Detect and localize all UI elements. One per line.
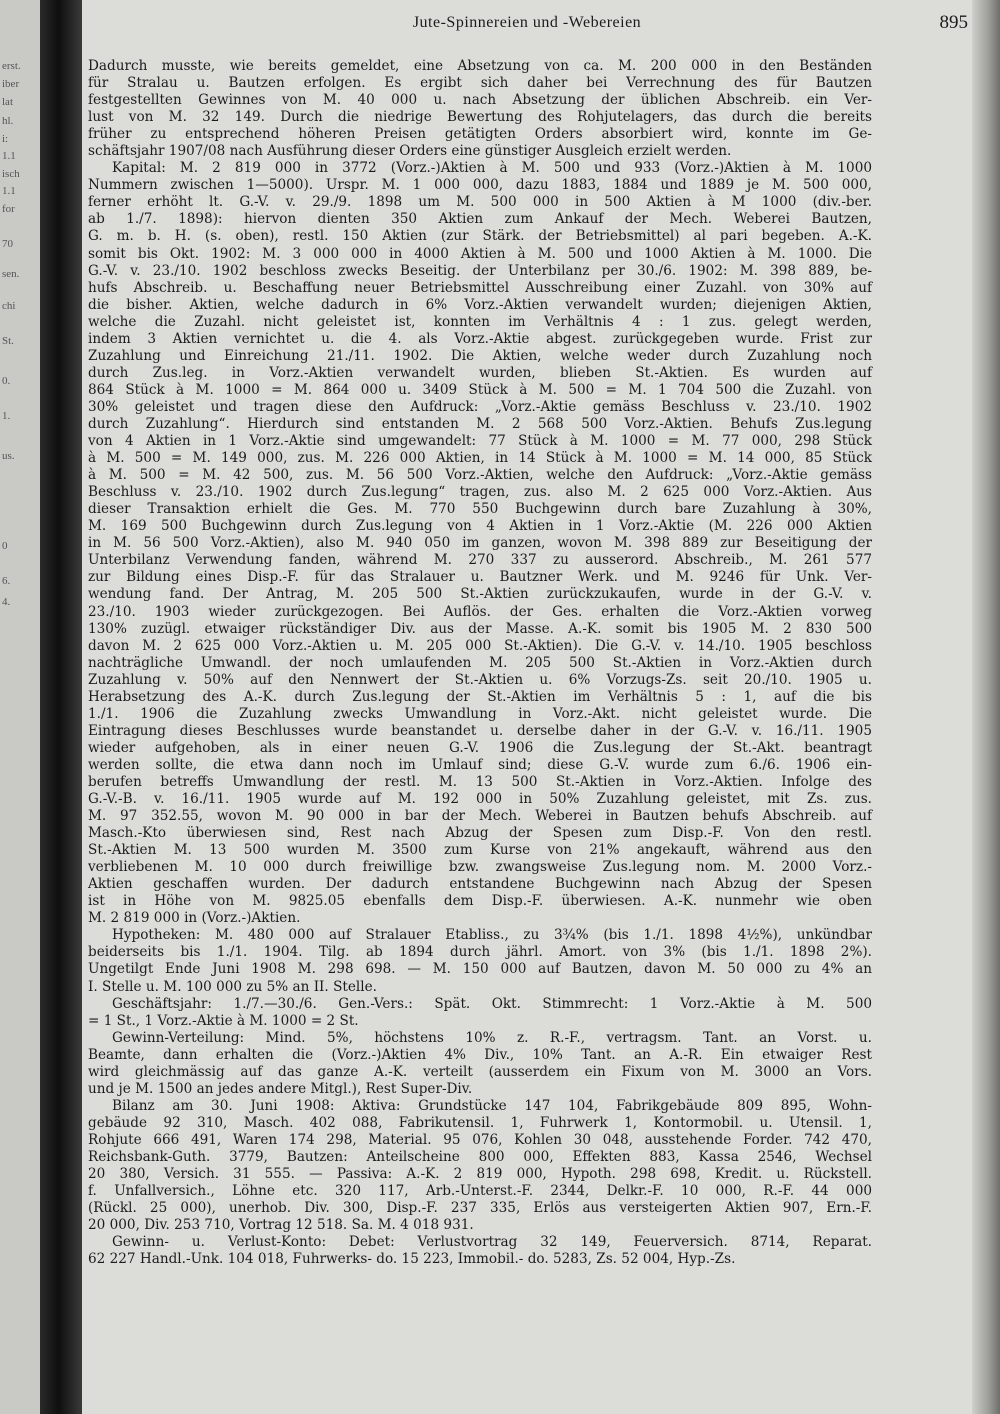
text-line: G.-V.-B. v. 16./11. 1905 wurde auf M. 192 000 in 50% Zuzahlung geleistet, mit Zs. zus. <box>88 791 872 808</box>
page-body-text <box>88 58 872 1268</box>
margin-fragment: i: <box>2 133 9 145</box>
margin-fragment: 1. <box>2 410 11 422</box>
text-line: Beschluss v. 23./10. 1902 durch Zus.legung“ tragen, zus. also M. 2 625 000 Vorz.-Aktien. Aus <box>88 484 872 501</box>
text-line: f. Unfallversich., Löhne etc. 320 117, Arb.-Unterst.-F. 2344, Delkr.-F. 10 000, R.-F. 44 000 <box>88 1183 872 1200</box>
text-line: festgestellten Gewinnes von M. 40 000 u. nach Absetzung der üblichen Abschreib. ein Ver- <box>88 92 872 109</box>
margin-fragment: chi <box>2 300 16 312</box>
margin-fragment: for <box>2 203 15 215</box>
text-line: G. m. b. H. (s. oben), restl. 150 Aktien (zur Stärk. der Betriebsmittel) al pari begeben. A.-K. <box>88 228 872 245</box>
page-number: 895 <box>939 12 968 33</box>
text-line: Hypotheken: M. 480 000 auf Stralauer Etabliss., zu 3¾% (bis 1./1. 1898 4½%), unkündbar <box>112 927 872 944</box>
book-page <box>82 0 972 1414</box>
text-line: indem 3 Aktien vernichtet u. die 4. als Vorz.-Aktie abgest. zurückgegeben wurde. Frist zur <box>88 330 872 347</box>
text-line: Dadurch musste, wie bereits gemeldet, eine Absetzung von ca. M. 200 000 in den Beständen <box>88 58 872 74</box>
text-line: à M. 500 = M. 149 000, zus. M. 226 000 Aktien, in 14 Stück à M. 1000 = M. 14 000, 85 Stück <box>88 450 872 467</box>
margin-fragment: lat <box>2 96 13 108</box>
text-line: 23./10. 1903 wieder zurückgezogen. Bei Auflös. der Ges. erhalten die Vorz.-Aktien vorweg <box>88 603 872 620</box>
margin-fragment: 0. <box>2 375 11 387</box>
margin-fragment: isch <box>2 168 20 180</box>
text-line: 20 000, Div. 253 710, Vortrag 12 518. Sa. M. 4 018 931. <box>88 1217 474 1234</box>
text-line: somit bis Okt. 1902: M. 3 000 000 in 4000 Aktien à M. 500 und 1000 Aktien à M. 1000. Die <box>88 245 872 262</box>
text-line: (Rückl. 25 000), unerhob. Div. 300, Disp.-F. 237 335, Erlös aus versteigerten Aktien 907, Ern.-F. <box>88 1200 872 1217</box>
text-line: M. 2 819 000 in (Vorz.-)Aktien. <box>88 910 301 927</box>
text-line: 20 380, Versich. 31 555. — Passiva: A.-K. 2 819 000, Hypoth. 298 698, Kredit. u. Rückstell. <box>88 1166 872 1183</box>
text-line: welche die Zuzahl. nicht geleistet ist, konnten im Verhältnis 4 : 1 zus. gelegt werden, <box>88 313 872 330</box>
text-line: Reichsbank-Guth. 3779, Bautzen: Anteilscheine 800 000, Effekten 883, Kassa 2546, Wechsel <box>88 1149 872 1165</box>
text-line: nachträgliche Umwandl. der noch umlaufenden M. 205 500 St.-Aktien in Vorz.-Aktien durch <box>88 654 872 671</box>
text-line: G.-V. v. 23./10. 1902 beschloss zwecks Beseitig. der Unterbilanz per 30./6. 1902: M. 398 889, be- <box>88 262 872 279</box>
text-line: Gewinn-Verteilung: Mind. 5%, höchstens 10% z. R.-F., vertragsm. Tant. an Vorst. u. <box>112 1029 872 1046</box>
text-line: 30% geleistet und tragen diese den Aufdruck: „Vorz.-Aktie gemäss Beschluss v. 23./10. 1902 <box>88 398 872 415</box>
text-line: Herabsetzung des A.-K. durch Zus.legung der St.-Aktien im Verhältnis 5 : 1, auf die bis <box>88 688 872 705</box>
text-line: Kapital: M. 2 819 000 in 3772 (Vorz.-)Aktien à M. 500 und 933 (Vorz.-)Aktien à M. 1000 <box>112 160 872 177</box>
text-line: von 4 Aktien in 1 Vorz.-Aktie sind umgewandelt: 77 Stück à M. 1000 = M. 77 000, 298 Stück <box>88 433 872 450</box>
text-line: Eintragung dieses Beschlusses wurde beanstandet u. derselbe daher in der G.-V. v. 16./11. 1905 <box>88 722 872 739</box>
margin-fragment: us. <box>2 450 15 462</box>
margin-fragment: hl. <box>2 115 14 127</box>
text-line: M. 97 352.55, wovon M. 90 000 in bar der Mech. Weberei in Bautzen behufs Abschreib. auf <box>88 808 872 825</box>
margin-fragment: 1.1 <box>2 150 16 162</box>
text-line: beiderseits bis 1./1. 1904. Tilg. ab 1894 durch jährl. Amort. von 3% (bis 1./1. 1898 2%). <box>88 944 872 961</box>
margin-fragment: St. <box>2 335 14 347</box>
text-line: 130% zuzügl. etwaiger rückständiger Div. aus der Masse. A.-K. somit bis 1905 M. 2 830 500 <box>88 620 872 637</box>
right-page-edge <box>972 0 1000 1414</box>
text-line: in M. 56 500 Vorz.-Aktien), also M. 940 050 im ganzen, wovon M. 398 889 zur Beseitigung der <box>88 535 872 552</box>
text-line: hufs Abschreib. u. Beschaffung neuer Betriebsmittel Ausschreibung einer Zuzahl. von 30% auf <box>88 279 872 296</box>
margin-fragment: 6. <box>2 575 11 587</box>
text-line: I. Stelle u. M. 100 000 zu 5% an II. Stelle. <box>88 978 377 995</box>
text-line: Aktien geschaffen wurden. Der dadurch entstandene Buchgewinn nach Abzug der Spesen <box>88 876 872 893</box>
text-line: gebäude 92 310, Masch. 402 088, Fabrikutensil. 1, Fuhrwerk 1, Kontormobil. u. Utensil. 1, <box>88 1114 872 1131</box>
text-line: und je M. 1500 an jedes andere Mitgl.), Rest Super-Div. <box>88 1080 473 1097</box>
margin-fragment: erst. <box>2 60 21 72</box>
text-line: Zuzahlung und Einreichung 21./11. 1902. Die Aktien, welche weder durch Zuzahlung noch <box>88 347 872 364</box>
running-title: Jute-Spinnereien und -Webereien <box>412 14 642 31</box>
text-line: 864 Stück à M. 1000 = M. 864 000 u. 3409 Stück à M. 500 = M. 1 704 500 die Zuzahl. von <box>88 381 872 398</box>
text-line: ab 1./7. 1898): hiervon dienten 350 Aktien zum Ankauf der Mech. Weberei Bautzen, <box>88 211 872 228</box>
margin-fragment: 0 <box>2 540 8 552</box>
text-line: werden sollte, die etwa dann noch im Umlauf sind; diese G.-V. wurde zum 6./6. 1906 ein- <box>88 756 872 773</box>
text-line: schäftsjahr 1907/08 nach Ausführung dieser Orders eine günstiger Ausgleich erzielt werden. <box>88 143 732 160</box>
text-line: Bilanz am 30. Juni 1908: Aktiva: Grundstücke 147 104, Fabrikgebäude 809 895, Wohn- <box>112 1097 872 1114</box>
text-line: Ungetilgt Ende Juni 1908 M. 298 698. — M. 150 000 auf Bautzen, davon M. 50 000 zu 4% an <box>88 961 872 978</box>
text-line: Gewinn- u. Verlust-Konto: Debet: Verlustvortrag 32 149, Feuerversich. 8714, Reparat. <box>112 1234 872 1251</box>
text-line: ferner erhöht lt. G.-V. v. 29./9. 1898 um M. 500 000 in 500 Aktien à M 1000 (div.-ber. <box>88 194 872 211</box>
left-margin-previous-page <box>0 0 40 1414</box>
text-line: 1./1. 1906 die Zuzahlung zwecks Umwandlung in Vorz.-Akt. nicht geleistet wurde. Die <box>88 705 872 722</box>
text-line: = 1 St., 1 Vorz.-Aktie à M. 1000 = 2 St. <box>88 1012 359 1029</box>
margin-fragment: iber <box>2 78 20 90</box>
text-line: Beamte, dann erhalten die (Vorz.-)Aktien 4% Div., 10% Tant. an A.-R. Ein etwaiger Rest <box>88 1046 872 1063</box>
text-line: lust von M. 32 149. Durch die niedrige Bewertung des Rohjutelagers, das durch die bereits <box>88 109 872 126</box>
text-line: Unterbilanz Verwendung fanden, während M. 270 337 zu ausserord. Abschreib., M. 261 577 <box>88 552 872 569</box>
text-line: M. 169 500 Buchgewinn durch Zus.legung von 4 Aktien in 1 Vorz.-Aktie (M. 226 000 Aktien <box>88 518 872 535</box>
text-line: durch Zuzahlung“. Hierdurch sind entstanden M. 2 568 500 Vorz.-Aktien. Behufs Zus.legung <box>88 415 872 432</box>
text-line: Zuzahlung v. 50% auf den Nennwert der St.-Aktien u. 6% Vorzugs-Zs. seit 20./10. 1905 u. <box>88 671 872 688</box>
text-line: durch Zus.leg. in Vorz.-Aktien verwandelt wurden, blieben St.-Aktien. Es wurden auf <box>88 364 872 381</box>
text-line: Rohjute 666 491, Waren 174 298, Material. 95 076, Kohlen 30 048, ausstehende Forder. 742 470, <box>88 1131 872 1148</box>
text-line: Nummern zwischen 1—5000). Urspr. M. 1 000 000, dazu 1883, 1884 und 1889 je M. 500 000, <box>88 177 872 194</box>
margin-fragment: 1.1 <box>2 185 16 197</box>
text-line: die bisher. Aktien, welche dadurch in 6% Vorz.-Aktien verwandelt wurden; diejenigen Aktien, <box>88 296 872 313</box>
text-line: wird gleichmässig auf das ganze A.-K. verteilt (ausserdem ein Fixum von M. 3000 an Vors. <box>88 1063 872 1080</box>
text-line: für Stralau u. Bautzen erfolgen. Es ergibt sich daher bei Verrechnung des für Bautzen <box>88 75 872 92</box>
text-line: dieser Transaktion erhielt die Ges. M. 770 550 Buchgewinn durch bare Zuzahlung à 30%, <box>88 501 872 518</box>
text-line: verbliebenen M. 10 000 durch freiwillige bzw. zwangsweise Zus.legung nom. M. 2000 Vorz.- <box>88 859 872 876</box>
page-header <box>82 12 972 42</box>
text-line: St.-Aktien M. 13 500 wurden M. 3500 zum Kurse von 21% angekauft, während aus den <box>88 842 872 859</box>
margin-fragment: 4. <box>2 596 11 608</box>
text-line: berufen betreffs Umwandlung der restl. M. 13 500 St.-Aktien in Vorz.-Aktien. Infolge des <box>88 773 872 790</box>
text-line: Masch.-Kto überwiesen sind, Rest nach Abzug der Spesen zum Disp.-F. Von den restl. <box>88 825 872 842</box>
text-line: wieder aufgehoben, als in einer neuen G.-V. 1906 die Zus.legung der St.-Akt. beantragt <box>88 739 872 756</box>
text-line: zur Bildung eines Disp.-F. für das Stralauer u. Bautzner Werk. und M. 9246 für Unk. Ver- <box>88 569 872 586</box>
text-line: 62 227 Handl.-Unk. 104 018, Fuhrwerks- do. 15 223, Immobil.- do. 5283, Zs. 52 004, Hyp.-Zs. <box>88 1251 736 1268</box>
text-line: davon M. 2 625 000 Vorz.-Aktien u. M. 205 000 St.-Aktien). Die G.-V. v. 14./10. 1905 beschloss <box>88 637 872 654</box>
text-line: früher zu entsprechend höheren Preisen getätigten Orders absorbiert wird, konnte im Ge- <box>88 126 872 143</box>
text-line: à M. 500 = M. 42 500, zus. M. 56 500 Vorz.-Aktien, welche den Aufdruck: „Vorz.-Aktie gemäss <box>88 467 872 484</box>
binding-gutter <box>40 0 82 1414</box>
text-line: wendung fand. Der Antrag, M. 205 500 St.-Aktien zurückzukaufen, wurde in der G.-V. v. <box>88 586 872 603</box>
text-line: Geschäftsjahr: 1./7.—30./6. Gen.-Vers.: Spät. Okt. Stimmrecht: 1 Vorz.-Aktie à M. 500 <box>112 995 872 1012</box>
margin-fragment: 70 <box>2 238 13 250</box>
text-line: ist in Höhe von M. 9825.05 ebenfalls dem Disp.-F. überwiesen. A.-K. nunmehr wie oben <box>88 893 872 910</box>
margin-fragment: sen. <box>2 268 20 280</box>
